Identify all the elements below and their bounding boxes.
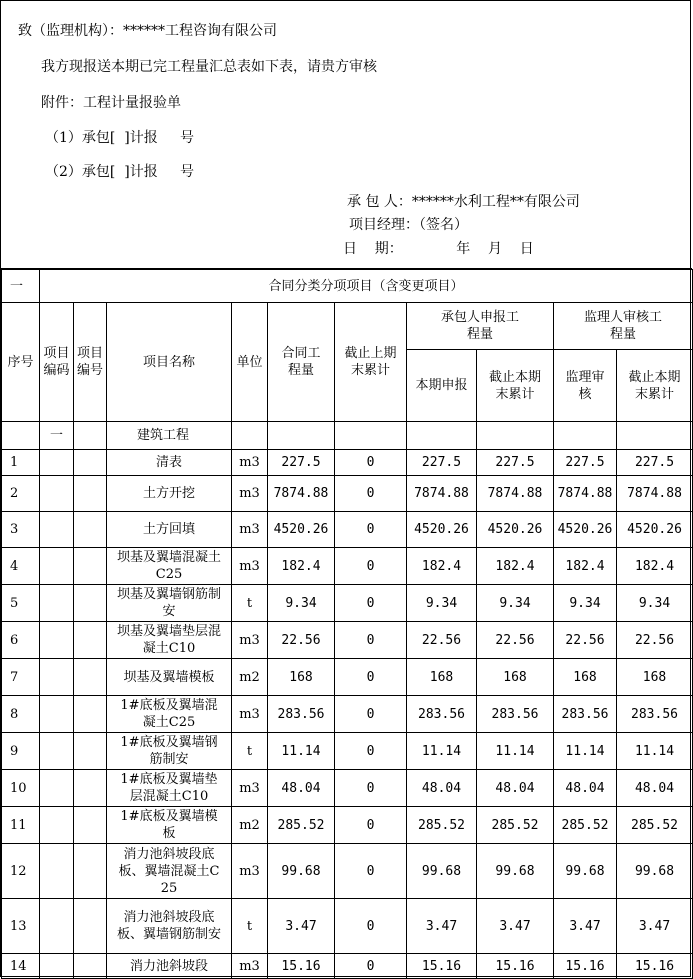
prev-cumulative-cell: 0 xyxy=(335,512,407,548)
seq-cell: 13 xyxy=(2,899,40,954)
item-name-cell: 坝基及翼墙垫层混凝土C10 xyxy=(107,622,232,659)
supervisor-review-cell: 283.56 xyxy=(554,696,617,733)
table-row xyxy=(2,548,693,585)
supervisor-review-cell: 9.34 xyxy=(554,585,617,622)
contractor-current-cell: 3.47 xyxy=(407,899,477,954)
contractor-cumulative-cell: 168 xyxy=(477,659,554,696)
supervisor-review-cell: 22.56 xyxy=(554,622,617,659)
header-row-1 xyxy=(2,303,693,350)
contractor-cumulative-cell: 7874.88 xyxy=(477,476,554,512)
table-row xyxy=(2,659,693,696)
contract-qty-cell: 3.47 xyxy=(268,899,335,954)
seq-cell: 2 xyxy=(2,476,40,512)
contractor-current-cell: 99.68 xyxy=(407,844,477,899)
item-no-cell xyxy=(74,659,107,696)
item-code-cell xyxy=(40,450,74,476)
quantity-table xyxy=(1,269,693,979)
unit-cell: m3 xyxy=(232,548,268,585)
supervisor-review-cell: 15.16 xyxy=(554,954,617,979)
contract-qty-cell: 168 xyxy=(268,659,335,696)
seq-cell: 1 xyxy=(2,450,40,476)
contract-qty-cell: 285.52 xyxy=(268,807,335,844)
prev-cumulative-cell: 0 xyxy=(335,844,407,899)
item-no-cell xyxy=(74,548,107,585)
prev-cumulative-cell: 0 xyxy=(335,548,407,585)
item-name-cell: 1#底板及翼墙钢筋制安 xyxy=(107,733,232,770)
supervisor-cumulative-cell: 227.5 xyxy=(617,450,693,476)
supervisor-cumulative-cell: 99.68 xyxy=(617,844,693,899)
supervisor-review-cell: 227.5 xyxy=(554,450,617,476)
contractor-current-cell: 285.52 xyxy=(407,807,477,844)
seq-cell: 14 xyxy=(2,954,40,979)
table-row xyxy=(2,770,693,807)
supervisor-cumulative-cell: 9.34 xyxy=(617,585,693,622)
table-row xyxy=(2,585,693,622)
prev-cumulative-cell: 0 xyxy=(335,954,407,979)
supervisor-cumulative-cell: 283.56 xyxy=(617,696,693,733)
contractor-cumulative-cell: 22.56 xyxy=(477,622,554,659)
item-no-cell xyxy=(74,450,107,476)
supervisor-review-cell: 7874.88 xyxy=(554,476,617,512)
item-code-cell xyxy=(40,954,74,979)
contractor-cumulative-cell: 283.56 xyxy=(477,696,554,733)
seq-cell: 6 xyxy=(2,622,40,659)
addressee-line: 致（监理机构）：******工程咨询有限公司 xyxy=(18,23,277,39)
contract-qty-header: 合同工程量 xyxy=(268,303,335,422)
contractor-cumulative-cell: 182.4 xyxy=(477,548,554,585)
prev-cumulative-header: 截止上期末累计 xyxy=(335,303,407,422)
manager-line: 项目经理：（签名） xyxy=(349,217,468,233)
supervisor-review-cell: 285.52 xyxy=(554,807,617,844)
contract-qty-cell: 4520.26 xyxy=(268,512,335,548)
item-code-header: 项目编码 xyxy=(40,303,74,422)
supervisor-review-cell: 48.04 xyxy=(554,770,617,807)
item-code-cell xyxy=(40,548,74,585)
prev-cumulative-cell: 0 xyxy=(335,770,407,807)
contract-qty-cell: 99.68 xyxy=(268,844,335,899)
item-code-cell xyxy=(40,696,74,733)
category-row xyxy=(2,422,693,450)
item-name-cell: 坝基及翼墙模板 xyxy=(107,659,232,696)
table-row xyxy=(2,807,693,844)
unit-cell: t xyxy=(232,899,268,954)
item-name-cell: 土方开挖 xyxy=(107,476,232,512)
item-no-cell xyxy=(74,954,107,979)
seq-cell: 9 xyxy=(2,733,40,770)
contract-qty-cell: 182.4 xyxy=(268,548,335,585)
contract-qty-cell: 227.5 xyxy=(268,450,335,476)
seq-cell: 3 xyxy=(2,512,40,548)
seq-cell: 11 xyxy=(2,807,40,844)
item-code-cell xyxy=(40,807,74,844)
supervisor-cumulative-cell: 15.16 xyxy=(617,954,693,979)
supervisor-cumulative-cell: 168 xyxy=(617,659,693,696)
prev-cumulative-cell: 0 xyxy=(335,899,407,954)
prev-cumulative-cell: 0 xyxy=(335,476,407,512)
supervisor-cumulative-cell: 4520.26 xyxy=(617,512,693,548)
item-no-cell xyxy=(74,622,107,659)
item-no-cell xyxy=(74,844,107,899)
contractor-current-cell: 11.14 xyxy=(407,733,477,770)
attachment-item-2: （2）承包[ ]计报 号 xyxy=(45,164,194,180)
unit-cell: m3 xyxy=(232,450,268,476)
item-code-cell xyxy=(40,899,74,954)
seq-cell: 7 xyxy=(2,659,40,696)
item-no-cell xyxy=(74,733,107,770)
unit-cell: m3 xyxy=(232,512,268,548)
section-number: 一 xyxy=(2,270,40,303)
supervisor-cumulative-cell: 285.52 xyxy=(617,807,693,844)
seq-cell: 12 xyxy=(2,844,40,899)
prev-cumulative-cell: 0 xyxy=(335,659,407,696)
prev-cumulative-cell: 0 xyxy=(335,807,407,844)
item-name-cell: 1#底板及翼墙混凝土C25 xyxy=(107,696,232,733)
contract-qty-cell: 9.34 xyxy=(268,585,335,622)
contractor-current-cell: 48.04 xyxy=(407,770,477,807)
contractor-current-cell: 227.5 xyxy=(407,450,477,476)
item-code-cell xyxy=(40,770,74,807)
contractor-current-cell: 182.4 xyxy=(407,548,477,585)
section-row xyxy=(2,270,693,303)
item-code-cell xyxy=(40,844,74,899)
item-code-cell xyxy=(40,585,74,622)
item-code-cell xyxy=(40,476,74,512)
form-header xyxy=(1,1,692,269)
contractor-line: 承 包 人：******水利工程**有限公司 xyxy=(347,194,580,210)
contractor-cumulative-cell: 9.34 xyxy=(477,585,554,622)
contractor-current-cell: 283.56 xyxy=(407,696,477,733)
prev-cumulative-cell: 0 xyxy=(335,622,407,659)
item-no-cell xyxy=(74,476,107,512)
contractor-cumulative-cell: 285.52 xyxy=(477,807,554,844)
contractor-current-cell: 4520.26 xyxy=(407,512,477,548)
seq-header: 序号 xyxy=(2,303,40,422)
supervisor-review-cell: 3.47 xyxy=(554,899,617,954)
unit-cell: m3 xyxy=(232,770,268,807)
table-row xyxy=(2,844,693,899)
contractor-cumulative-cell: 4520.26 xyxy=(477,512,554,548)
unit-cell: t xyxy=(232,585,268,622)
unit-cell: m3 xyxy=(232,622,268,659)
contractor-cumulative-cell: 99.68 xyxy=(477,844,554,899)
date-line: 日 期： 年 月 日 xyxy=(343,241,534,257)
seq-cell: 10 xyxy=(2,770,40,807)
supervisor-review-cell: 4520.26 xyxy=(554,512,617,548)
item-name-cell: 消力池斜坡段底板、翼墙混凝土C25 xyxy=(107,844,232,899)
table-row xyxy=(2,954,693,979)
table-row xyxy=(2,696,693,733)
contractor-group-header: 承包人申报工程量 xyxy=(407,303,554,350)
supervisor-cumulative-header: 截止本期末累计 xyxy=(617,350,693,422)
table-row xyxy=(2,622,693,659)
contractor-current-cell: 7874.88 xyxy=(407,476,477,512)
item-no-cell xyxy=(74,770,107,807)
contract-qty-cell: 48.04 xyxy=(268,770,335,807)
item-name-cell: 清表 xyxy=(107,450,232,476)
unit-cell: m3 xyxy=(232,476,268,512)
unit-cell: m3 xyxy=(232,844,268,899)
category-code: 一 xyxy=(40,422,74,450)
item-code-cell xyxy=(40,512,74,548)
item-no-cell xyxy=(74,807,107,844)
contractor-cumulative-cell: 3.47 xyxy=(477,899,554,954)
supervisor-review-cell: 99.68 xyxy=(554,844,617,899)
contract-qty-cell: 7874.88 xyxy=(268,476,335,512)
item-no-cell xyxy=(74,696,107,733)
category-name: 建筑工程 xyxy=(107,422,232,450)
contractor-current-cell: 168 xyxy=(407,659,477,696)
unit-cell: t xyxy=(232,733,268,770)
table-row xyxy=(2,450,693,476)
contract-qty-cell: 22.56 xyxy=(268,622,335,659)
item-code-cell xyxy=(40,659,74,696)
item-name-cell: 坝基及翼墙混凝土C25 xyxy=(107,548,232,585)
item-no-cell xyxy=(74,585,107,622)
contract-qty-cell: 11.14 xyxy=(268,733,335,770)
section-title: 合同分类分项项目（含变更项目） xyxy=(40,270,693,303)
table-row xyxy=(2,733,693,770)
supervisor-cumulative-cell: 48.04 xyxy=(617,770,693,807)
item-code-cell xyxy=(40,733,74,770)
supervisor-cumulative-cell: 22.56 xyxy=(617,622,693,659)
seq-cell: 5 xyxy=(2,585,40,622)
item-name-cell: 1#底板及翼墙垫层混凝土C10 xyxy=(107,770,232,807)
supervisor-cumulative-cell: 3.47 xyxy=(617,899,693,954)
contractor-current-header: 本期申报 xyxy=(407,350,477,422)
item-name-cell: 坝基及翼墙钢筋制安 xyxy=(107,585,232,622)
prev-cumulative-cell: 0 xyxy=(335,450,407,476)
contractor-cumulative-cell: 11.14 xyxy=(477,733,554,770)
item-code-cell xyxy=(40,622,74,659)
prev-cumulative-cell: 0 xyxy=(335,585,407,622)
item-no-header: 项目编号 xyxy=(74,303,107,422)
unit-cell: m3 xyxy=(232,954,268,979)
seq-cell: 4 xyxy=(2,548,40,585)
seq-cell: 8 xyxy=(2,696,40,733)
supervisor-cumulative-cell: 7874.88 xyxy=(617,476,693,512)
item-name-cell: 消力池斜坡段 xyxy=(107,954,232,979)
attachment-line: 附件：工程计量报验单 xyxy=(41,95,181,111)
contractor-cumulative-cell: 48.04 xyxy=(477,770,554,807)
contractor-cumulative-header: 截止本期末累计 xyxy=(477,350,554,422)
item-name-header: 项目名称 xyxy=(107,303,232,422)
contractor-current-cell: 9.34 xyxy=(407,585,477,622)
unit-cell: m2 xyxy=(232,807,268,844)
contract-qty-cell: 283.56 xyxy=(268,696,335,733)
table-row xyxy=(2,899,693,954)
supervisor-cumulative-cell: 11.14 xyxy=(617,733,693,770)
item-no-cell xyxy=(74,899,107,954)
item-name-cell: 消力池斜坡段底板、翼墙钢筋制安 xyxy=(107,899,232,954)
contractor-cumulative-cell: 15.16 xyxy=(477,954,554,979)
prev-cumulative-cell: 0 xyxy=(335,696,407,733)
supervisor-review-cell: 182.4 xyxy=(554,548,617,585)
table-row xyxy=(2,476,693,512)
contractor-cumulative-cell: 227.5 xyxy=(477,450,554,476)
table-row xyxy=(2,512,693,548)
supervisor-cumulative-cell: 182.4 xyxy=(617,548,693,585)
contract-qty-cell: 15.16 xyxy=(268,954,335,979)
supervisor-review-cell: 168 xyxy=(554,659,617,696)
supervisor-review-header: 监理审核 xyxy=(554,350,617,422)
item-no-cell xyxy=(74,512,107,548)
contractor-current-cell: 15.16 xyxy=(407,954,477,979)
statement-line: 我方现报送本期已完工程量汇总表如下表，请贵方审核 xyxy=(41,59,377,75)
item-name-cell: 1#底板及翼墙模板 xyxy=(107,807,232,844)
supervisor-review-cell: 11.14 xyxy=(554,733,617,770)
unit-header: 单位 xyxy=(232,303,268,422)
supervisor-group-header: 监理人审核工程量 xyxy=(554,303,693,350)
item-name-cell: 土方回填 xyxy=(107,512,232,548)
attachment-item-1: （1）承包[ ]计报 号 xyxy=(45,130,194,146)
unit-cell: m3 xyxy=(232,696,268,733)
contractor-current-cell: 22.56 xyxy=(407,622,477,659)
unit-cell: m2 xyxy=(232,659,268,696)
prev-cumulative-cell: 0 xyxy=(335,733,407,770)
